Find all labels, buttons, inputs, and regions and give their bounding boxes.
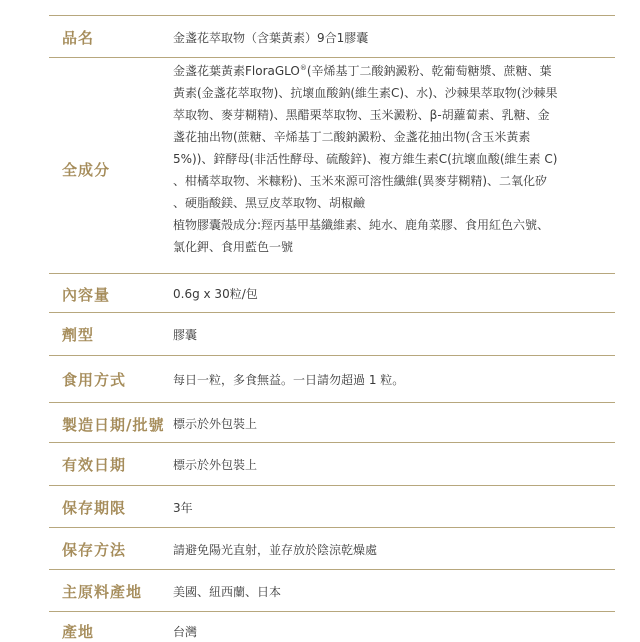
row-ingredients (49, 57, 615, 273)
value-dosage-form: 膠囊 (173, 328, 198, 342)
label-expiry-date: 有效日期 (62, 456, 127, 474)
row-expiry-date (49, 442, 615, 485)
label-manufacture-date: 製造日期/批號 (62, 416, 165, 434)
label-usage: 食用方式 (62, 371, 127, 389)
value-expiry-date: 標示於外包裝上 (173, 458, 258, 472)
row-dosage-form (49, 312, 615, 355)
ingredients-line: 、柑橘萃取物、米糠粉)、玉米來源可溶性纖維(異麥芽糊精)、二氧化矽 (173, 174, 548, 188)
ingredients-line: 盞花抽出物(蔗糖、辛烯基丁二酸鈉澱粉、金盞花抽出物(含玉米黃素 (173, 130, 531, 144)
ingredients-line (173, 62, 552, 79)
row-manufacture-date (49, 402, 615, 442)
ingredients-line: 黃素(金盞花萃取物)、抗壞血酸鈉(維生素C)、水)、沙棘果萃取物(沙棘果 (173, 86, 558, 100)
label-origin: 產地 (62, 623, 95, 641)
ingredients-line: 萃取物、麥芽糊精)、黑醋栗萃取物、玉米澱粉、β-胡蘿蔔素、乳糖、金 (173, 108, 550, 122)
registered-mark: ® (299, 64, 307, 72)
label-raw-material-origin: 主原料產地 (62, 583, 143, 601)
value-usage: 每日一粒，多食無益。一日請勿超過 1 粒。 (173, 373, 405, 387)
value-raw-material-origin: 美國、紐西蘭、日本 (173, 585, 282, 599)
ingredients-text: 金盞花葉黃素FloraGLO (173, 64, 300, 78)
value-manufacture-date: 標示於外包裝上 (173, 417, 258, 431)
ingredients-line: 5%))、鋅酵母(非活性酵母、硫酸鋅)、複方維生素C(抗壞血酸(維生素 C) (173, 152, 558, 166)
row-usage (49, 355, 615, 402)
ingredients-line: 、硬脂酸鎂、黑豆皮萃取物、胡椒鹼 (173, 196, 366, 210)
value-origin: 台灣 (173, 625, 198, 639)
value-shelf-life: 3年 (173, 501, 193, 515)
value-net-content: 0.6g x 30粒/包 (173, 287, 258, 301)
ingredients-line: 植物膠囊殼成分:羥丙基甲基纖維素、純水、鹿角菜膠、食用紅色六號、 (173, 218, 550, 232)
label-ingredients: 全成分 (62, 161, 111, 179)
label-storage: 保存方法 (62, 541, 127, 559)
ingredients-text: (辛烯基丁二酸鈉澱粉、乾葡萄糖漿、蔗糖、葉 (306, 64, 552, 78)
value-product-name: 金盞花萃取物（含葉黃素）9合1膠囊 (173, 31, 369, 45)
row-origin (49, 611, 615, 641)
label-shelf-life: 保存期限 (62, 499, 127, 517)
row-raw-material-origin (49, 569, 615, 611)
label-dosage-form: 劑型 (62, 326, 95, 344)
row-shelf-life (49, 485, 615, 527)
ingredients-line: 氯化鉀、食用藍色一號 (173, 240, 294, 254)
label-product-name: 品名 (62, 29, 95, 47)
label-net-content: 內容量 (62, 286, 111, 304)
value-storage: 請避免陽光直射，並存放於陰涼乾燥處 (173, 543, 378, 557)
row-product-name (49, 15, 615, 57)
row-net-content (49, 273, 615, 312)
row-storage (49, 527, 615, 569)
